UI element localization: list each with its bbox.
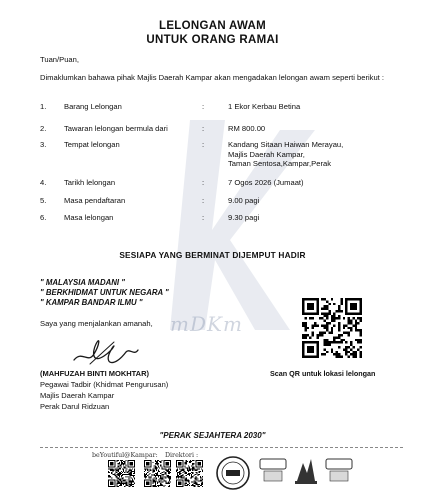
notice-title: LELONGAN AWAM <box>159 20 266 32</box>
qr-caption: Scan QR untuk lokasi lelongan <box>270 369 376 378</box>
iso-certification-badge-2 <box>324 455 354 485</box>
venue-line-1: Kandang Sitaan Haiwan Merayau, <box>228 140 344 149</box>
international-certification-seal <box>215 455 251 491</box>
signatory-state: Perak Darul Ridzuan <box>40 402 110 411</box>
venue-line-3: Taman Sentosa,Kampar,Perak <box>228 159 331 168</box>
direktori-qr-code[interactable] <box>176 460 203 487</box>
venue-line-2: Majlis Daerah Kampar, <box>228 149 305 159</box>
handwritten-signature <box>70 330 142 370</box>
notice-subtitle: UNTUK ORANG RAMAI <box>146 34 279 46</box>
slogan-berkhidmat: " BERKHIDMAT UNTUK NEGARA " <box>40 288 169 297</box>
location-qr-code[interactable] <box>302 298 362 358</box>
footer-label-beyoutiful: beYoutiful@Kampar: <box>92 452 158 459</box>
auction-notice-page: mDKm LELONGAN AWAM UNTUK ORANG RAMAI Tuan/Puan, Dimaklumkan bahawa pihak Majlis Daerah Kampar akan mengadakan lelongan awam seperti berikut : 1. Barang Lelongan : 1 Ekor Kerbau Betina 2. Tawaran lelongan bermula dari : RM 800.00 3. Tempat lelongan : Kandang Sitaan Haiwan Merayau, Majlis Daerah Kampar, Taman Sentosa,Kampar,Perak 4. Tarikh lelongan : 7 Ogos 2026 (Jumaat) 5. Masa pendaftaran : 9.00 pagi 6. Masa lelongan : 9.30 pagi SESIAPA YANG BERMINAT DIJEMPUT HADIR " MALAYSIA MADANI " " BERKHIDMAT UNTUK NEGARA " " KAMPAR BANDAR ILMU " Saya yang menjalankan amanah, (MAHFUZAH BINTI MOKHTAR) Pegawai Tadbir (Khidmat Pengurusan) Majlis Daerah Kampar Perak Darul Ridzuan Scan QR untuk lokasi lelongan "PERAK SEJAHTERA 2030" beYoutiful@Kampar: Direktori : <box>0 0 425 500</box>
motto: "PERAK SEJAHTERA 2030" <box>159 431 266 440</box>
footer-divider <box>40 447 403 448</box>
salutation: Tuan/Puan, <box>40 55 79 64</box>
watermark-signature-text: mDKm <box>170 312 243 336</box>
beyoutiful-qr-code[interactable] <box>108 460 135 487</box>
invitation-heading: SESIAPA YANG BERMINAT DIJEMPUT HADIR <box>119 250 306 260</box>
detail-row-venue: 3. Tempat lelongan : Kandang Sitaan Haiwan Merayau, Majlis Daerah Kampar, Taman Sentosa,Kampar,Perak <box>40 140 344 168</box>
quality-mark-icon <box>293 455 319 485</box>
beyoutiful-qr-code-2[interactable] <box>144 460 171 487</box>
signatory-organisation: Majlis Daerah Kampar <box>40 391 115 400</box>
iso-certification-badge <box>258 455 288 485</box>
closing-line: Saya yang menjalankan amanah, <box>40 319 153 328</box>
slogan-kampar-bandar-ilmu: " KAMPAR BANDAR ILMU " <box>40 298 143 307</box>
signatory-position: Pegawai Tadbir (Khidmat Pengurusan) <box>40 380 169 389</box>
signatory-name: (MAHFUZAH BINTI MOKHTAR) <box>40 369 150 378</box>
intro-paragraph: Dimaklumkan bahawa pihak Majlis Daerah Kampar akan mengadakan lelongan awam seperti berikut : <box>40 73 385 82</box>
slogan-malaysia-madani: " MALAYSIA MADANI " <box>40 278 125 287</box>
footer-label-direktori: Direktori : <box>165 452 199 459</box>
